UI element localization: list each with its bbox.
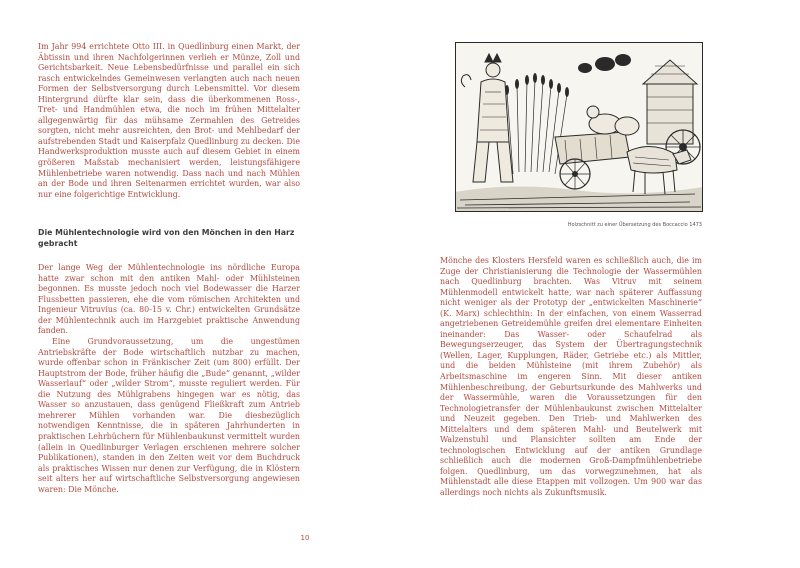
woodcut-image: [455, 42, 703, 212]
figure-caption: Holzschnitt zu einer Übersetzung des Boccaccio 1473: [567, 222, 702, 228]
left-paragraph-2: Der lange Weg der Mühlentechnologie ins nördliche Europa hatte zwar schon mit den antiken Mahl- oder Mühlsteinen begonnen. Es musste jedoch noch viel Bodewasser die Harzer Flussbetten passieren, ehe die vom römischen Architekten und Ingenieur Vitruvius (ca. 80-15 v. Chr.) entwickelten Grundsätze der Mühlentechnik auch im Harzgebiet praktische Anwendung fanden.: [38, 263, 300, 336]
left-column: [38, 42, 300, 495]
section-heading: Die Mühlentechnologie wird von den Mönchen in den Harz gebracht: [38, 228, 295, 248]
page-number: 10: [300, 534, 310, 542]
left-paragraph-3: Eine Grundvoraussetzung, um die ungestümen Antriebskräfte der Bode wirtschaftlich nutzbar zu machen, wurde offenbar schon in Fränkischer Zeit (um 800) erfüllt. Der Hauptstrom der Bode, früher häufig die „Bude“ genannt, „wilder Wasserlauf“ oder „wilder Strom“, musste reguliert werden. Für die Nutzung des Mühlgrabens hingegen war es nötig, das Wasser so anzustauen, dass genügend Fließkraft zum Antrieb mehrerer Mühlen vorhanden war. Die diesbezüglich notwendigen Kenntnisse, die in späteren Jahrhunderten in praktischen Lehrbüchern für Mühlenbaukunst vermittelt wurden (allein in Quedlinburger Verlagen erschienen mehrere solcher Publikationen), standen in den Zeiten weit vor dem Buchdruck als praktisches Wissen nur denen zur Verfügung, die in Klöstern seit alters her auf wirtschaftliche Selbstversorgung angewiesen waren: Die Mönche.: [38, 337, 300, 494]
right-paragraph-1: Mönche des Klosters Hersfeld waren es schließlich auch, die im Zuge der Christianisierung die Technologie der Wassermühlen nach Quedlinburg brachten. Was Vitruv mit seinem Mühlenmodell entwickelt hatte, war nach späterer Auffassung nicht weniger als der Prototyp der „entwickelten Maschinerie“ (K. Marx) schlechthin: In der einfachen, von einem Wasserrad angetriebenen Getreidemühle greifen drei elementare Einheiten ineinander: Das Wasser- oder Schaufelrad als Bewegungserzeuger, das System der Übertragungstechnik (Wellen, Lager, Kupplungen, Räder, Getriebe etc.) als Mittler, und die beiden Mühlsteine (mit ihrem Zubehör) als Arbeitsmaschine im engeren Sinn. Mit dieser antiken Mühlenbeschreibung, der Geburtsurkunde des Mahlwerks und der Wassermühle, waren die Voraussetzungen für den Technologietransfer der Mühlenbaukunst zwischen Mittelalter und Neuzeit gegeben. Den Trieb- und Mahlwerken des Mittelalters und dem späteren Mahl- und Beutelwerk mit Walzenstuhl und Plansichter sollten am Ende der technologischen Entwicklung auf der antiken Grundlage schließlich auch die modernen Groß-Dampfmühlenbetriebe folgen. Quedlinburg, um das vorwegzunehmen, hat als Mühlenstadt alle diese Etappen mit vollzogen. Um 900 war das allerdings noch nichts als Zukunftsmusik.: [440, 256, 702, 498]
woodcut-illustration: [455, 42, 703, 212]
left-paragraph-1: Im Jahr 994 errichtete Otto III. in Quedlinburg einen Markt, der Äbtissin und ihren Nachfolgerinnen verlieh er Münze, Zoll und Gerichtsbarkeit. Neue Lebensbedürfnisse und parallel ein sich rasch entwickelndes Gemeinwesen verlangten auch nach neuen Formen der Selbstversorgung durch Lebensmittel. Vor diesem Hintergrund dürfte klar sein, dass die überkommenen Ross-, Tret- und Handmühlen etwa, die noch im frühen Mittelalter allgegenwärtig für das mühsame Zermahlen des Getreides sorgten, nicht mehr ausreichten, den Brot- und Mehlbedarf der aufstrebenden Stadt und Kaiserpfalz Quedlinburg zu decken. Die Handwerksproduktion musste auch auf diesem Gebiet in einem größeren Maßstab mechanisiert werden, leistungsfähigere Mühlenbetriebe waren notwendig. Dass nach und nach Mühlen an der Bode und ihren Seitenarmen errichtet wurden, war also nur eine folgerichtige Entwicklung.: [38, 42, 300, 199]
right-column: [440, 256, 702, 499]
